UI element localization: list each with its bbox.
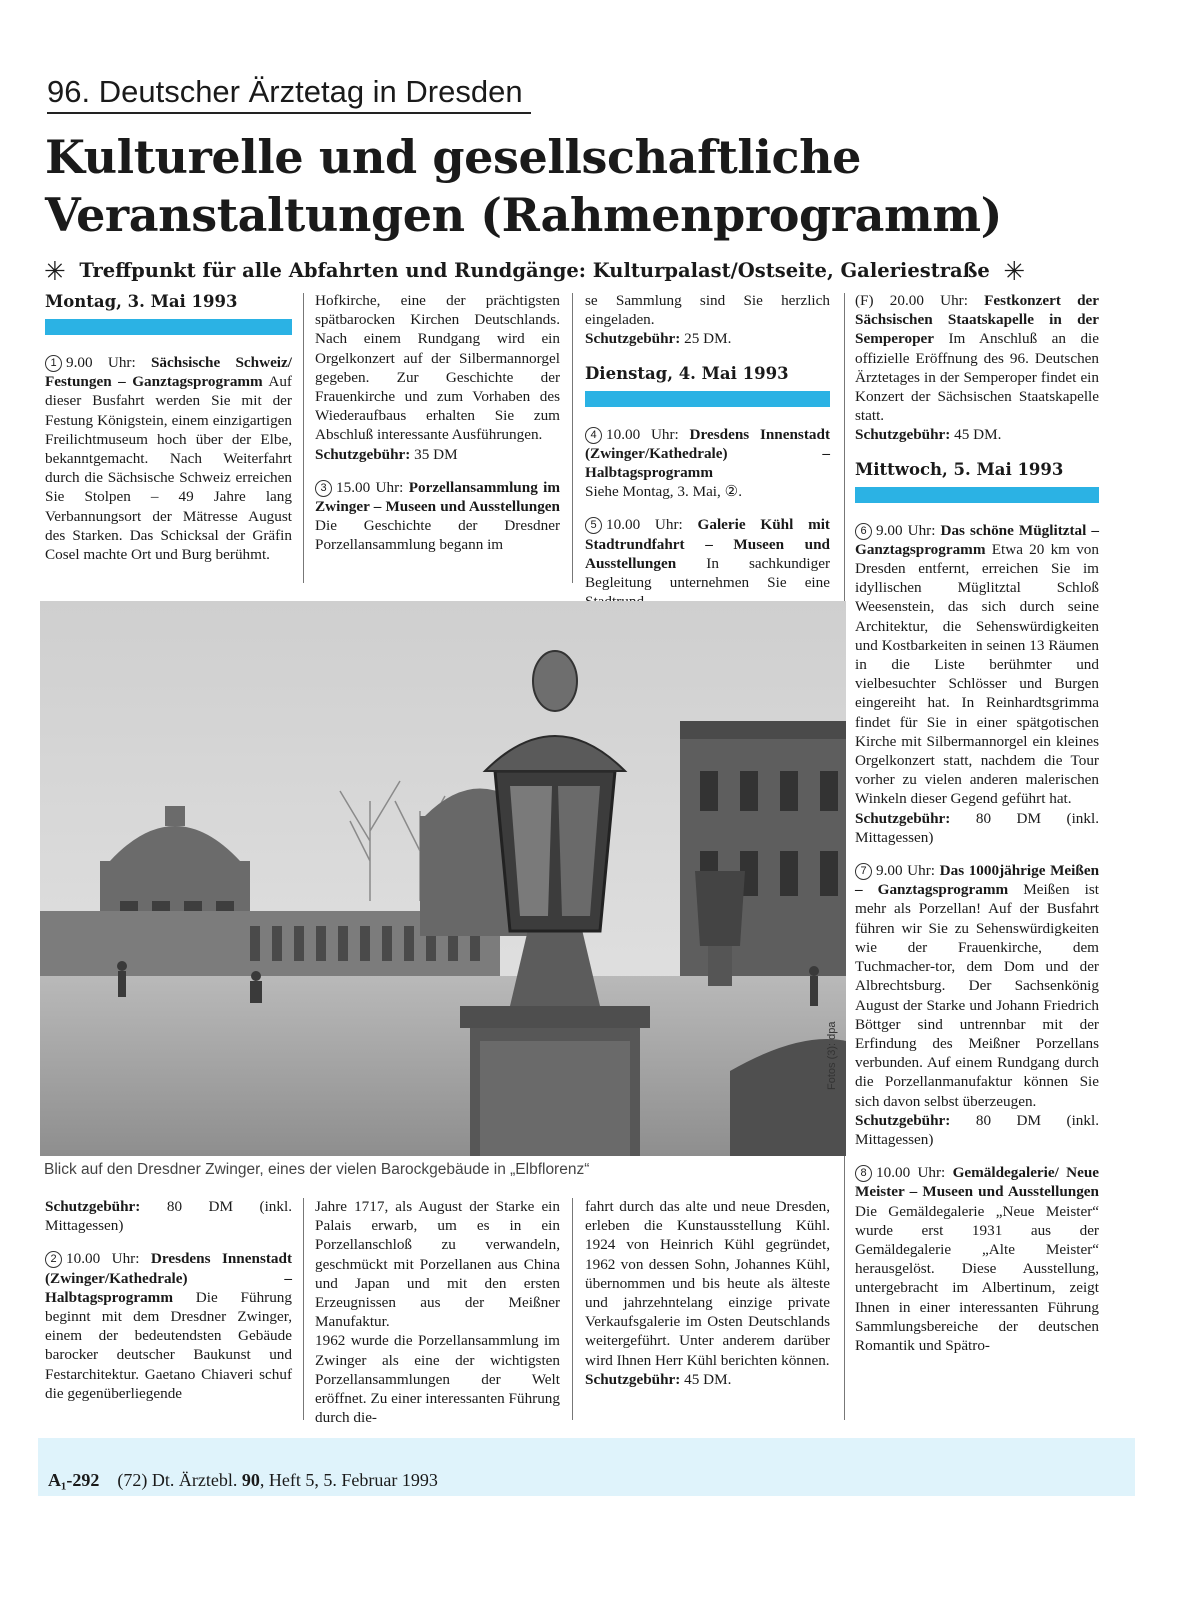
column-rule xyxy=(303,1198,304,1420)
event-number-badge: 8 xyxy=(855,1165,872,1182)
column-rule xyxy=(572,1198,573,1420)
event-1-fee: Schutzgebühr: 80 DM (inkl. Mittagessen) xyxy=(45,1198,292,1235)
page-headline xyxy=(45,128,1155,244)
event-description: Auf dieser Busfahrt werden Sie mit der Festung Königstein, einem einzigartigen Freilichtmuseum hoch über der Elbe, bekanntgemacht. Nach Weiterfahrt durch die Sächsische Schweiz erreichen Sie Stolpen – 49 Jahre lang Verbannungsort der Mätresse August des Starken. Das Schicksal der Gräfin Cosel machte Ort und Burg berühmt. xyxy=(45,373,292,564)
event-3-continued: se Sammlung sind Sie herzlich eingeladen. Schutzgebühr: 25 DM. xyxy=(585,292,830,348)
event-number-badge: 5 xyxy=(585,517,602,534)
event-3-continued-text: Jahre 1717, als August der Starke ein Palais erwarb, um es in ein Porzellanschloß zu verwandeln, geschmückt mit Porzellanen aus China und Japan und mit den ersten Erzeugnissen aus der Meißner Manufaktur. xyxy=(315,1198,560,1331)
meeting-point-line xyxy=(44,257,1144,287)
event-number-badge: 3 xyxy=(315,480,332,497)
event-title: Festkonzert der Sächsischen Staatskapelle in der Semperoper xyxy=(855,292,1100,348)
photo-credit: Fotos (3): dpa xyxy=(826,1021,838,1090)
event-title: Galerie Kühl mit Stadtrundfahrt – Museen und Ausstellungen xyxy=(585,516,830,572)
event-description: Siehe Montag, 3. Mai, ②. xyxy=(585,483,743,501)
day-accent-bar xyxy=(585,391,830,407)
fee-value: 45 DM. xyxy=(684,1370,732,1388)
event-f: (F) 20.00 Uhr: Festkonzert der Sächsischen Staatskapelle in der Semperoper Im Anschluß an die offizielle Eröffnung des 96. Deutschen Ärztetages in der Semperoper findet ein Konzert der Sächsischen Staatskapelle statt. Schutzgebühr: 45 DM. xyxy=(855,292,1100,444)
event-description: Die Führung beginnt mit dem Dresdner Zwinger, einem der bedeutendsten Gebäude barocker deutscher Baukunst und Festarchitektur. Gaetano Chiaveri schuf die gegenüberliegende xyxy=(45,1288,292,1402)
fee-value: 45 DM. xyxy=(954,426,1002,444)
citation-suffix: , Heft 5, 5. Februar 1993 xyxy=(259,1470,438,1490)
event-title: Sächsische Schweiz/ Festungen – Ganztagsprogramm xyxy=(45,354,292,391)
meeting-point-text: Treffpunkt für alle Abfahrten und Rundgänge: Kulturpalast/Ostseite, Galeriestraße xyxy=(79,259,990,282)
headline-line-2: Veranstaltungen (Rahmenprogramm) xyxy=(45,188,1002,242)
event-7: 7 9.00 Uhr: Das 1000jährige Meißen – Ganztagsprogramm Meißen ist mehr als Porzellan! Auf der Busfahrt führen wir Sie zu Sehenswürdigkeiten wie der Frauenkirche, dem Tuchmacher-tor, dem Dom und der Albrechtsburg. Der Sachsenkönig August der Starke und Johann Friedrich Böttger sind untrennbar mit der Erfindung des Meißner Porzellans verbunden. Auf einem Rundgang durch die Porzellanmanufaktur können Sie sich davon selbst überzeugen. Schutzgebühr: 80 DM (inkl. Mittagessen) xyxy=(855,862,1100,1148)
event-3: 3 15.00 Uhr: Porzellansammlung im Zwinger – Museen und Ausstellungen Die Geschichte der Dresdner Porzellansammlung begann im xyxy=(315,478,560,554)
page-number: A₁-292 xyxy=(48,1470,100,1490)
page-footer xyxy=(48,1470,438,1491)
column-2-top xyxy=(315,291,560,555)
photo-caption: Blick auf den Dresdner Zwinger, eines der vielen Barockgebäude in „Elbflorenz“ xyxy=(44,1161,590,1178)
column-2-bottom xyxy=(315,1197,560,1427)
event-1-continued: Hofkirche, eine der prächtigsten spätbarocken Kirchen Deutschlands. Nach einem Rundgang wird ein Orgelkonzert auf der Silbermannorgel gegeben. Zur Geschichte der Frauenkirche und zum Vorhaben des Wiederaufbaus erhalten Sie zum Abschluß interessante Ausführungen. Schutzgebühr: 35 DM xyxy=(315,292,560,463)
column-1-top xyxy=(45,291,292,564)
event-number-badge: 4 xyxy=(585,427,602,444)
volume-number: 90 xyxy=(241,1470,260,1490)
event-5-continued: fahrt durch das alte und neue Dresden, erleben die Kunstausstellung Kühl. 1924 von Heinrich Kühl gegründet, 1962 von dessen Sohn, Johannes Kühl, übernommen und bis heute als älteste und jahrzehntelang einzige private Verkaufsgalerie im Osten Deutschlands weitergeführt. Unter anderem darüber wird Ihnen Herr Kühl berichten können. Schutzgebühr: 45 DM. xyxy=(585,1198,830,1388)
event-8: 8 10.00 Uhr: Gemäldegalerie/ Neue Meister – Museen und Ausstellungen Die Gemäldegalerie „Neue Meister“ wurde erst 1931 aus der Gemäldegalerie „Alte Meister“ herausgelöst. Diese Ausstellung, untergebracht im Albertinum, zeigt Ihnen in einer interessanten Führung Sammlungsbereiche der deutschen Romantik und Spätro- xyxy=(855,1164,1100,1354)
column-rule xyxy=(572,293,573,583)
event-number-badge: 7 xyxy=(855,863,872,880)
event-5: 5 10.00 Uhr: Galerie Kühl mit Stadtrundfahrt – Museen und Ausstellungen In sachkundiger Begleitung unternehmen Sie eine xyxy=(585,515,830,611)
event-3-continued-text-2: 1962 wurde die Porzellansammlung im Zwinger als eine der wichtigsten Porzellansammlungen der Welt eröffnet. Zu einer interessanten Führung durch die- xyxy=(315,1332,560,1427)
event-6: 6 9.00 Uhr: Das schöne Müglitztal – Ganztagsprogramm Etwa 20 km von Dresden entfernt, erreichen Sie im idyllischen Müglitztal Schloß Weesenstein, das sich durch seine Architektur, die Sehenswürdigkeiten und Kostbarkeiten in seinen 13 Räumen in die Liste berühmter und vielbesuchter Schlösser und Burgen eingereiht hat. In Reinhardtsgrimma findet für Sie in einer spätgotischen Kirche mit Silbermannorgel ein kleines Orgelkonzert statt, nachdem die Tour vorher zu vielen anderen malerischen Winkeln dieser Gegend geführt hat. Schutzgebühr: 80 DM (inkl. Mittagessen) xyxy=(855,521,1099,846)
column-4 xyxy=(855,291,1099,1355)
asterisk-icon: ✳ xyxy=(1003,257,1026,287)
event-2: 2 10.00 Uhr: Dresdens Innenstadt (Zwinger/Kathedrale) – Halbtagsprogramm Die Führung beginnt mit dem Dresdner Zwinger, einem der bedeutendsten Gebäude barocker deutscher Baukunst und Festarchitektur. Gaetano Chiaveri schuf die gegenüberliegende xyxy=(45,1250,293,1402)
event-description: Im Anschluß an die offizielle Eröffnung des 96. Deutschen Ärztetages in der Semperoper findet ein Konzert der Sächsischen Staatskapelle statt. xyxy=(855,330,1100,425)
event-description: Die Geschichte der Dresdner Porzellansammlung begann im xyxy=(315,517,560,554)
event-number-badge: 2 xyxy=(45,1251,62,1268)
event-description: Die Gemäldegalerie „Neue Meister“ wurde erst 1931 aus der Gemäldegalerie „Alte Meister“ herausgelöst. Diese Ausstellung, untergebracht im Albertinum, zeigt Ihnen in einer interessanten Führung Sammlungsbereiche der deutschen Romantik und Spätro- xyxy=(855,1202,1099,1354)
citation-prefix: (72) Dt. Ärztebl. xyxy=(117,1470,238,1490)
zwinger-photo xyxy=(40,601,846,1156)
fee-value: 80 DM (inkl. Mittagessen) xyxy=(855,809,1099,846)
section-kicker: 96. Deutscher Ärztetag in Dresden xyxy=(47,74,531,114)
day-accent-bar xyxy=(45,319,292,335)
fee-value: 25 DM. xyxy=(684,330,732,348)
day-heading-wednesday: Mittwoch, 5. Mai 1993 xyxy=(855,459,1064,479)
event-4: 4 10.00 Uhr: Dresdens Innenstadt (Zwinger/Kathedrale) – Halbtagsprogramm Siehe Montag, 3. Mai, ②. xyxy=(585,425,830,501)
column-3-bottom xyxy=(585,1197,830,1389)
event-title: Dresdens Innenstadt (Zwinger/Kathedrale) – Halbtagsprogramm xyxy=(45,1250,293,1306)
event-description: Etwa 20 km von Dresden entfernt, erreichen Sie im idyllischen Müglitztal Schloß Weesenstein, das sich durch seine Architektur, die Sehenswürdigkeiten und Kostbarkeiten in seinen 13 Räumen in die Liste berühmter und vielbesuchter Schlösser und Burgen eingereiht hat. In Reinhardtsgrimma findet für Sie in einer spätgotischen Kirche mit Silbermannorgel ein kleines Orgelkonzert statt, nachdem die Tour vorher zu vielen anderen malerischen Winkeln dieser Gegend geführt hat. xyxy=(855,540,1099,808)
fee-value: 80 DM (inkl. Mittagessen) xyxy=(45,1198,292,1235)
day-heading-monday: Montag, 3. Mai 1993 xyxy=(45,292,238,311)
event-title: Das schöne Müglitztal – Ganztagsprogramm xyxy=(855,521,1099,558)
event-description: Meißen ist mehr als Porzellan! Auf der Busfahrt führen wir Sie zu Sehenswürdigkeiten wie der Frauenkirche, dem Tuchmacher-tor, dem Dom und der Albrechtsburg. Der Sachsenkönig August der Starke und Johann Friedrich Böttger sind untrennbar mit der Erfindung des Meißner Porzellans verbunden. Auf einem Rundgang durch die Porzellanmanufaktur können Sie sich davon selbst überzeugen. xyxy=(855,881,1099,1110)
fee-value: 35 DM xyxy=(414,445,458,463)
day-accent-bar xyxy=(855,487,1099,503)
event-description: In sachkundiger Begleitung unternehmen Sie eine xyxy=(585,554,830,592)
headline-line-1: Kulturelle und gesellschaftliche xyxy=(45,130,861,184)
day-heading-tuesday: Dienstag, 4. Mai 1993 xyxy=(585,363,789,383)
column-3-top xyxy=(585,291,830,611)
event-title: Das 1000jährige Meißen – Ganztagsprogramm xyxy=(855,862,1100,899)
fee-value: 80 DM (inkl. Mittagessen) xyxy=(855,1111,1099,1148)
event-title: Dresdens Innenstadt (Zwinger/Kathedrale) – Halbtagsprogramm xyxy=(585,425,830,482)
event-number-badge: 6 xyxy=(855,523,872,540)
event-1: 1 9.00 Uhr: Sächsische Schweiz/ Festungen – Ganztagsprogramm Auf dieser Busfahrt werden Sie mit der Festung Königstein, einem einzigartigen Freilichtmuseum hoch über der Elbe, bekanntgemacht. Nach Weiterfahrt durch die Sächsische Schweiz erreichen Sie Stolpen – 49 Jahre lang Verbannungsort der Mätresse August des Starken. Das Schicksal der Gräfin Cosel machte Ort und Burg berühmt. xyxy=(45,354,292,564)
column-1-bottom xyxy=(45,1197,292,1403)
event-title: Gemäldegalerie/ Neue Meister – Museen und Ausstellungen xyxy=(855,1164,1100,1201)
column-rule xyxy=(303,293,304,583)
event-number-badge: 1 xyxy=(45,355,62,372)
event-title: Porzellansammlung im Zwinger – Museen und Ausstellungen xyxy=(315,478,560,516)
asterisk-icon: ✳ xyxy=(44,257,66,287)
